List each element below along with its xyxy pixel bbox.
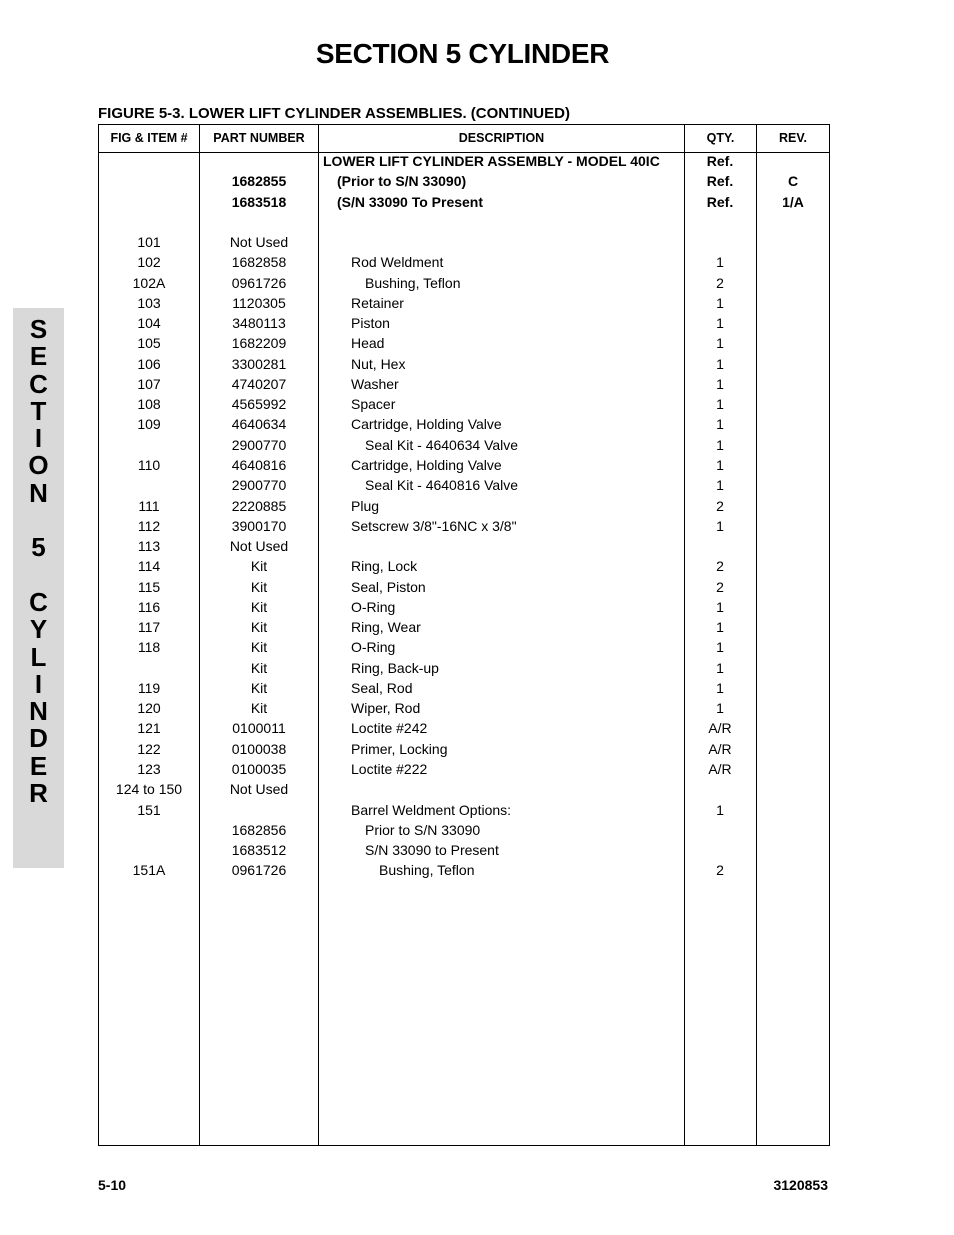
cell-part-number: 1682858 bbox=[231, 254, 287, 271]
cell-part-number: 0100035 bbox=[231, 760, 287, 777]
cell-rev: C bbox=[787, 173, 799, 190]
side-tab-letter: D bbox=[29, 723, 48, 754]
col-header-qty: QTY. bbox=[706, 131, 735, 145]
cell-part-number: 1683518 bbox=[231, 193, 287, 210]
table-row bbox=[99, 212, 829, 232]
cell-description: (S/N 33090 To Present bbox=[337, 193, 484, 210]
cell-description: Retainer bbox=[351, 294, 404, 311]
table-row bbox=[99, 435, 829, 455]
cell-part-number: 3480113 bbox=[232, 315, 286, 332]
cell-item: 110 bbox=[137, 456, 161, 473]
cell-item: 108 bbox=[137, 396, 161, 413]
cell-item: 102 bbox=[137, 254, 161, 271]
side-tab-letter: C bbox=[29, 586, 48, 617]
table-row bbox=[99, 192, 829, 212]
cell-part-number: 4640816 bbox=[231, 456, 287, 473]
cell-part-number: Kit bbox=[250, 598, 268, 615]
cell-description: Prior to S/N 33090 bbox=[365, 821, 481, 838]
side-tab-letter bbox=[13, 562, 64, 589]
cell-description: Bushing, Teflon bbox=[365, 274, 461, 291]
cell-qty: 1 bbox=[716, 659, 724, 676]
cell-qty: 2 bbox=[716, 558, 724, 575]
cell-qty: 1 bbox=[716, 396, 724, 413]
cell-item: 118 bbox=[137, 639, 161, 656]
cell-description: Plug bbox=[351, 497, 380, 514]
cell-qty: 1 bbox=[716, 700, 724, 717]
cell-description: O-Ring bbox=[351, 639, 396, 656]
cell-part-number: Kit bbox=[250, 558, 268, 575]
cell-item: 102A bbox=[132, 274, 166, 291]
table-row bbox=[99, 820, 829, 840]
cell-description: Wiper, Rod bbox=[351, 700, 421, 717]
cell-part-number: 1682209 bbox=[231, 335, 287, 352]
table-row bbox=[99, 232, 829, 252]
cell-item: 116 bbox=[137, 598, 161, 615]
cell-item: 151A bbox=[132, 862, 166, 879]
side-tab-letter: S bbox=[29, 314, 48, 344]
cell-part-number: 1683512 bbox=[231, 842, 287, 859]
cell-part-number: 2220885 bbox=[231, 497, 287, 514]
cell-item: 119 bbox=[137, 679, 161, 696]
cell-qty: 2 bbox=[716, 862, 724, 879]
cell-rev: 1/A bbox=[782, 193, 804, 210]
cell-description: Seal, Piston bbox=[351, 578, 426, 595]
side-tab-letter: N bbox=[29, 696, 48, 727]
figure-caption: FIGURE 5-3. LOWER LIFT CYLINDER ASSEMBLIES. (CONTINUED) bbox=[98, 105, 570, 122]
cell-part-number: Kit bbox=[250, 619, 268, 636]
cell-qty: Ref. bbox=[706, 193, 734, 210]
cell-description: (Prior to S/N 33090) bbox=[337, 173, 467, 190]
cell-qty: 1 bbox=[716, 801, 724, 818]
table-row bbox=[99, 597, 829, 617]
cell-description: Ring, Lock bbox=[351, 558, 418, 575]
side-tab-letter: R bbox=[29, 778, 48, 809]
cell-item: 115 bbox=[137, 578, 161, 595]
table-row bbox=[99, 455, 829, 475]
cell-part-number: 1682856 bbox=[231, 821, 287, 838]
cell-description: Loctite #222 bbox=[351, 760, 428, 777]
table-row bbox=[99, 536, 829, 556]
table-row bbox=[99, 698, 829, 718]
cell-qty: 1 bbox=[716, 679, 724, 696]
cell-item: 151 bbox=[137, 801, 161, 818]
cell-qty: 1 bbox=[716, 598, 724, 615]
side-tab-letter: E bbox=[29, 341, 48, 372]
cell-part-number: Kit bbox=[250, 700, 268, 717]
table-row bbox=[99, 354, 829, 374]
cell-qty: 1 bbox=[716, 477, 724, 494]
table-row bbox=[99, 860, 829, 880]
table-row bbox=[99, 475, 829, 495]
table-row bbox=[99, 414, 829, 434]
cell-description: Loctite #242 bbox=[351, 720, 428, 737]
cell-qty: 1 bbox=[716, 335, 724, 352]
cell-description: Ring, Wear bbox=[351, 619, 421, 636]
cell-part-number: 0961726 bbox=[231, 274, 287, 291]
cell-qty: A/R bbox=[708, 760, 732, 777]
table-row bbox=[99, 658, 829, 678]
cell-part-number: 0100038 bbox=[231, 740, 287, 757]
col-header-description: DESCRIPTION bbox=[458, 131, 545, 145]
cell-qty: 1 bbox=[716, 355, 724, 372]
cell-description: Washer bbox=[351, 375, 399, 392]
cell-part-number: 4640634 bbox=[231, 416, 287, 433]
cell-item: 111 bbox=[138, 497, 160, 514]
cell-item: 105 bbox=[137, 335, 161, 352]
cell-item: 122 bbox=[137, 740, 161, 757]
page-title: SECTION 5 CYLINDER bbox=[315, 38, 610, 69]
side-tab-letter: T bbox=[30, 395, 47, 426]
cell-description: Head bbox=[351, 335, 385, 352]
table-row bbox=[99, 637, 829, 657]
cell-qty: 1 bbox=[716, 639, 724, 656]
cell-qty: 1 bbox=[716, 416, 724, 433]
cell-item: 113 bbox=[137, 538, 161, 555]
table-row bbox=[99, 374, 829, 394]
col-header-item: FIG & ITEM # bbox=[110, 131, 188, 145]
cell-item: 124 to 150 bbox=[115, 781, 183, 798]
section-side-tab bbox=[13, 308, 64, 868]
cell-item: 120 bbox=[137, 700, 161, 717]
cell-part-number: 0961726 bbox=[231, 862, 287, 879]
cell-item: 104 bbox=[137, 315, 161, 332]
cell-part-number: 2900770 bbox=[231, 436, 287, 453]
cell-description: Piston bbox=[351, 315, 390, 332]
table-row bbox=[99, 313, 829, 333]
table-row bbox=[99, 293, 829, 313]
cell-qty: 1 bbox=[716, 375, 724, 392]
table-row bbox=[99, 617, 829, 637]
cell-qty: Ref. bbox=[706, 153, 734, 169]
cell-qty: A/R bbox=[708, 720, 732, 737]
cell-item: 107 bbox=[137, 375, 161, 392]
cell-part-number: 4740207 bbox=[231, 375, 287, 392]
cell-description: Setscrew 3/8"-16NC x 3/8" bbox=[351, 517, 517, 534]
table-body bbox=[99, 151, 829, 881]
cell-part-number: Not Used bbox=[229, 234, 289, 251]
cell-description: Seal, Rod bbox=[351, 679, 413, 696]
cell-part-number: 3900170 bbox=[231, 517, 287, 534]
cell-description: Cartridge, Holding Valve bbox=[351, 416, 502, 433]
cell-description: Seal Kit - 4640816 Valve bbox=[365, 477, 519, 494]
table-row bbox=[99, 151, 829, 171]
cell-part-number: Kit bbox=[250, 578, 268, 595]
cell-qty: 2 bbox=[716, 274, 724, 291]
cell-qty: 1 bbox=[716, 436, 724, 453]
side-tab-letter: 5 bbox=[31, 532, 46, 563]
cell-item: 123 bbox=[137, 760, 161, 777]
page-number: 5-10 bbox=[98, 1177, 127, 1193]
cell-item: 114 bbox=[137, 558, 161, 575]
cell-description: LOWER LIFT CYLINDER ASSEMBLY - MODEL 40IC bbox=[323, 153, 660, 169]
table-row bbox=[99, 171, 829, 191]
cell-part-number: 3300281 bbox=[231, 355, 287, 372]
table-row bbox=[99, 718, 829, 738]
cell-item: 112 bbox=[137, 517, 161, 534]
side-tab-letter: Y bbox=[29, 614, 48, 645]
cell-description: Ring, Back-up bbox=[351, 659, 439, 676]
table-row bbox=[99, 759, 829, 779]
cell-part-number: Kit bbox=[250, 639, 268, 656]
table-row bbox=[99, 273, 829, 293]
table-row bbox=[99, 577, 829, 597]
cell-description: Barrel Weldment Options: bbox=[351, 801, 512, 818]
cell-description: Primer, Locking bbox=[351, 740, 448, 757]
table-row bbox=[99, 333, 829, 353]
side-tab-letter: E bbox=[29, 750, 48, 781]
cell-part-number: Not Used bbox=[229, 781, 289, 798]
side-tab-letter: O bbox=[28, 450, 49, 481]
side-tab-letter bbox=[13, 507, 64, 534]
cell-description: Cartridge, Holding Valve bbox=[351, 456, 502, 473]
col-header-part-number: PART NUMBER bbox=[213, 131, 305, 145]
table-row bbox=[99, 394, 829, 414]
cell-part-number: 1682855 bbox=[231, 173, 287, 190]
table-row bbox=[99, 739, 829, 759]
side-tab-letter: N bbox=[29, 477, 48, 508]
cell-description: Bushing, Teflon bbox=[379, 862, 475, 879]
table-row bbox=[99, 800, 829, 820]
cell-description: O-Ring bbox=[351, 598, 396, 615]
col-header-rev: REV. bbox=[778, 131, 808, 145]
cell-description: Spacer bbox=[351, 396, 396, 413]
cell-qty: 2 bbox=[716, 497, 724, 514]
cell-qty: 1 bbox=[716, 619, 724, 636]
table-row bbox=[99, 840, 829, 860]
table-row bbox=[99, 252, 829, 272]
cell-qty: A/R bbox=[708, 740, 732, 757]
cell-item: 109 bbox=[137, 416, 161, 433]
table-row bbox=[99, 678, 829, 698]
side-tab-letters bbox=[13, 316, 64, 807]
cell-description: Seal Kit - 4640634 Valve bbox=[365, 436, 519, 453]
side-tab-letter: L bbox=[30, 641, 47, 672]
cell-part-number: Kit bbox=[250, 659, 268, 676]
cell-item: 121 bbox=[137, 720, 161, 737]
cell-description: Rod Weldment bbox=[351, 254, 444, 271]
cell-qty: 1 bbox=[716, 315, 724, 332]
cell-qty: 1 bbox=[716, 254, 724, 271]
cell-part-number: 4565992 bbox=[231, 396, 287, 413]
document-number: 3120853 bbox=[773, 1177, 828, 1193]
parts-table bbox=[98, 124, 830, 1146]
side-tab-letter: I bbox=[34, 668, 43, 699]
cell-item: 106 bbox=[137, 355, 161, 372]
cell-item: 117 bbox=[137, 619, 161, 636]
cell-description: S/N 33090 to Present bbox=[365, 842, 499, 859]
cell-part-number: 1120305 bbox=[232, 294, 286, 311]
cell-part-number: Not Used bbox=[229, 538, 289, 555]
side-tab-letter: I bbox=[34, 423, 43, 454]
cell-qty: 1 bbox=[716, 294, 724, 311]
cell-qty: 2 bbox=[716, 578, 724, 595]
cell-item: 103 bbox=[137, 294, 161, 311]
table-row bbox=[99, 779, 829, 799]
cell-qty: 1 bbox=[716, 456, 724, 473]
side-tab-letter: C bbox=[29, 368, 48, 399]
cell-part-number: 0100011 bbox=[232, 720, 286, 737]
cell-qty: 1 bbox=[716, 517, 724, 534]
cell-part-number: Kit bbox=[250, 679, 268, 696]
table-row bbox=[99, 516, 829, 536]
table-row bbox=[99, 496, 829, 516]
cell-part-number: 2900770 bbox=[231, 477, 287, 494]
cell-qty: Ref. bbox=[706, 173, 734, 190]
cell-item: 101 bbox=[137, 234, 161, 251]
table-row bbox=[99, 556, 829, 576]
cell-description: Nut, Hex bbox=[351, 355, 406, 372]
